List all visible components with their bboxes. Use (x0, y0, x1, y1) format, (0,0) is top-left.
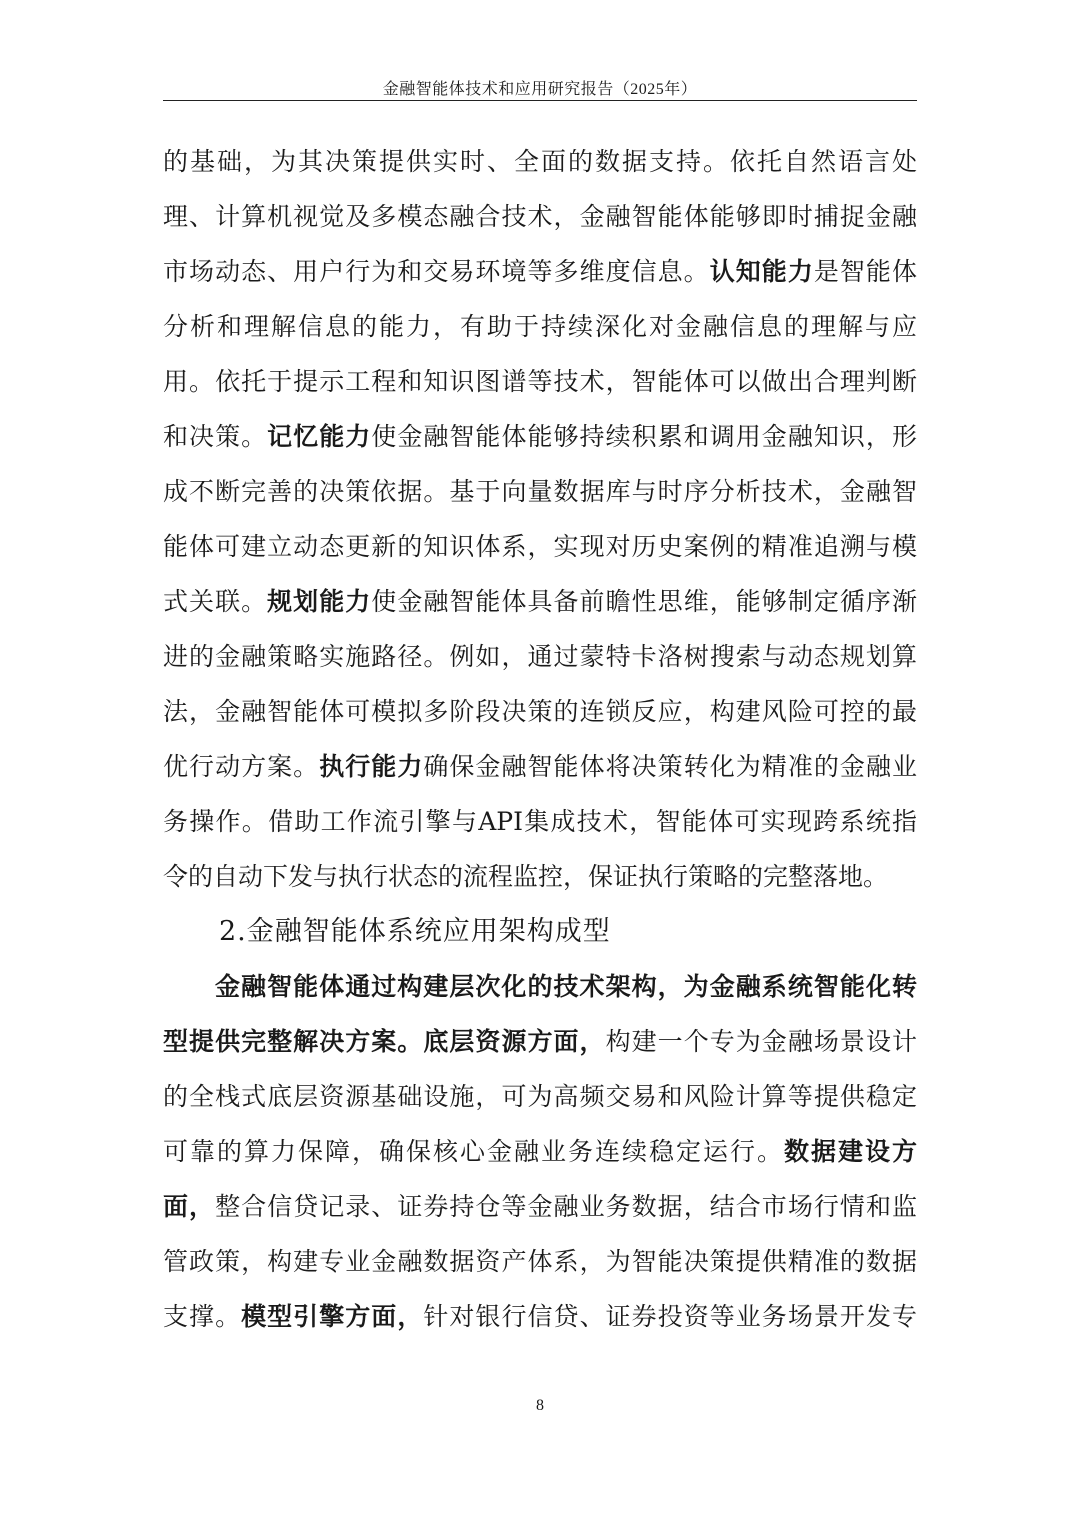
bold-term-cognition: 认知能力 (709, 257, 814, 286)
paragraph-line: 管政策，构建专业金融数据资产体系，为智能决策提供精准的数据 (163, 1247, 917, 1276)
bold-term-model: 模型引擎方面， (241, 1302, 424, 1331)
bold-term-data: 数据建设方 (783, 1137, 917, 1166)
paragraph-line: 进的金融策略实施路径。例如，通过蒙特卡洛树搜索与动态规划算 (163, 642, 917, 671)
bold-term-data-cont: 面， (163, 1192, 216, 1221)
paragraph-line: 能体可建立动态更新的知识体系，实现对历史案例的精准追溯与模 (163, 532, 917, 561)
bold-term-memory: 记忆能力 (267, 422, 372, 451)
running-header: 金融智能体技术和应用研究报告（2025年） (382, 81, 698, 98)
paragraph-line: 优行动方案。执行能力确保金融智能体将决策转化为精准的金融业 (163, 752, 917, 781)
paragraph-line: 的全栈式底层资源基础设施，可为高频交易和风险计算等提供稳定 (163, 1082, 917, 1111)
section-heading: 2.金融智能体系统应用架构成型 (219, 916, 611, 947)
paragraph-line: 支撑。模型引擎方面，针对银行信贷、证券投资等业务场景开发专 (163, 1302, 917, 1331)
paragraph-line: 式关联。规划能力使金融智能体具备前瞻性思维，能够制定循序渐 (163, 587, 917, 616)
paragraph-line (163, 959, 917, 1014)
paragraph-line: 成不断完善的决策依据。基于向量数据库与时序分析技术，金融智 (163, 477, 917, 506)
paragraph-line: 令的自动下发与执行状态的流程监控，保证执行策略的完整落地。 (163, 862, 889, 891)
paragraph-line: 可靠的算力保障，确保核心金融业务连续稳定运行。数据建设方 (163, 1137, 917, 1166)
bold-lead-sentence: 型提供完整解决方案。底层资源方面， (163, 1027, 606, 1056)
header-divider (163, 100, 917, 101)
paragraph-line: 型提供完整解决方案。底层资源方面，构建一个专为金融场景设计 (163, 1027, 917, 1056)
paragraph-line: 面，整合信贷记录、证券持仓等金融业务数据，结合市场行情和监 (163, 1192, 917, 1221)
paragraph-line: 和决策。记忆能力使金融智能体能够持续积累和调用金融知识，形 (163, 422, 917, 451)
paragraph-line: 分析和理解信息的能力，有助于持续深化对金融信息的理解与应 (163, 312, 917, 341)
bold-term-execution: 执行能力 (319, 752, 424, 781)
paragraph-line: 市场动态、用户行为和交易环境等多维度信息。认知能力是智能体 (163, 257, 917, 286)
page-number: 8 (536, 1397, 544, 1414)
paragraph-line: 务操作。借助工作流引擎与API集成技术，智能体可实现跨系统指 (163, 807, 917, 836)
bold-term-planning: 规划能力 (267, 587, 372, 616)
body-text (163, 134, 917, 1344)
paragraph-line: 理、计算机视觉及多模态融合技术，金融智能体能够即时捕捉金融 (163, 202, 917, 231)
paragraph-line: 的基础，为其决策提供实时、全面的数据支持。依托自然语言处 (163, 147, 917, 176)
bold-lead-sentence: 金融智能体通过构建层次化的技术架构，为金融系统智能化转 (215, 972, 917, 1001)
paragraph-line: 法，金融智能体可模拟多阶段决策的连锁反应，构建风险可控的最 (163, 697, 917, 726)
paragraph-line: 用。依托于提示工程和知识图谱等技术，智能体可以做出合理判断 (163, 367, 917, 396)
